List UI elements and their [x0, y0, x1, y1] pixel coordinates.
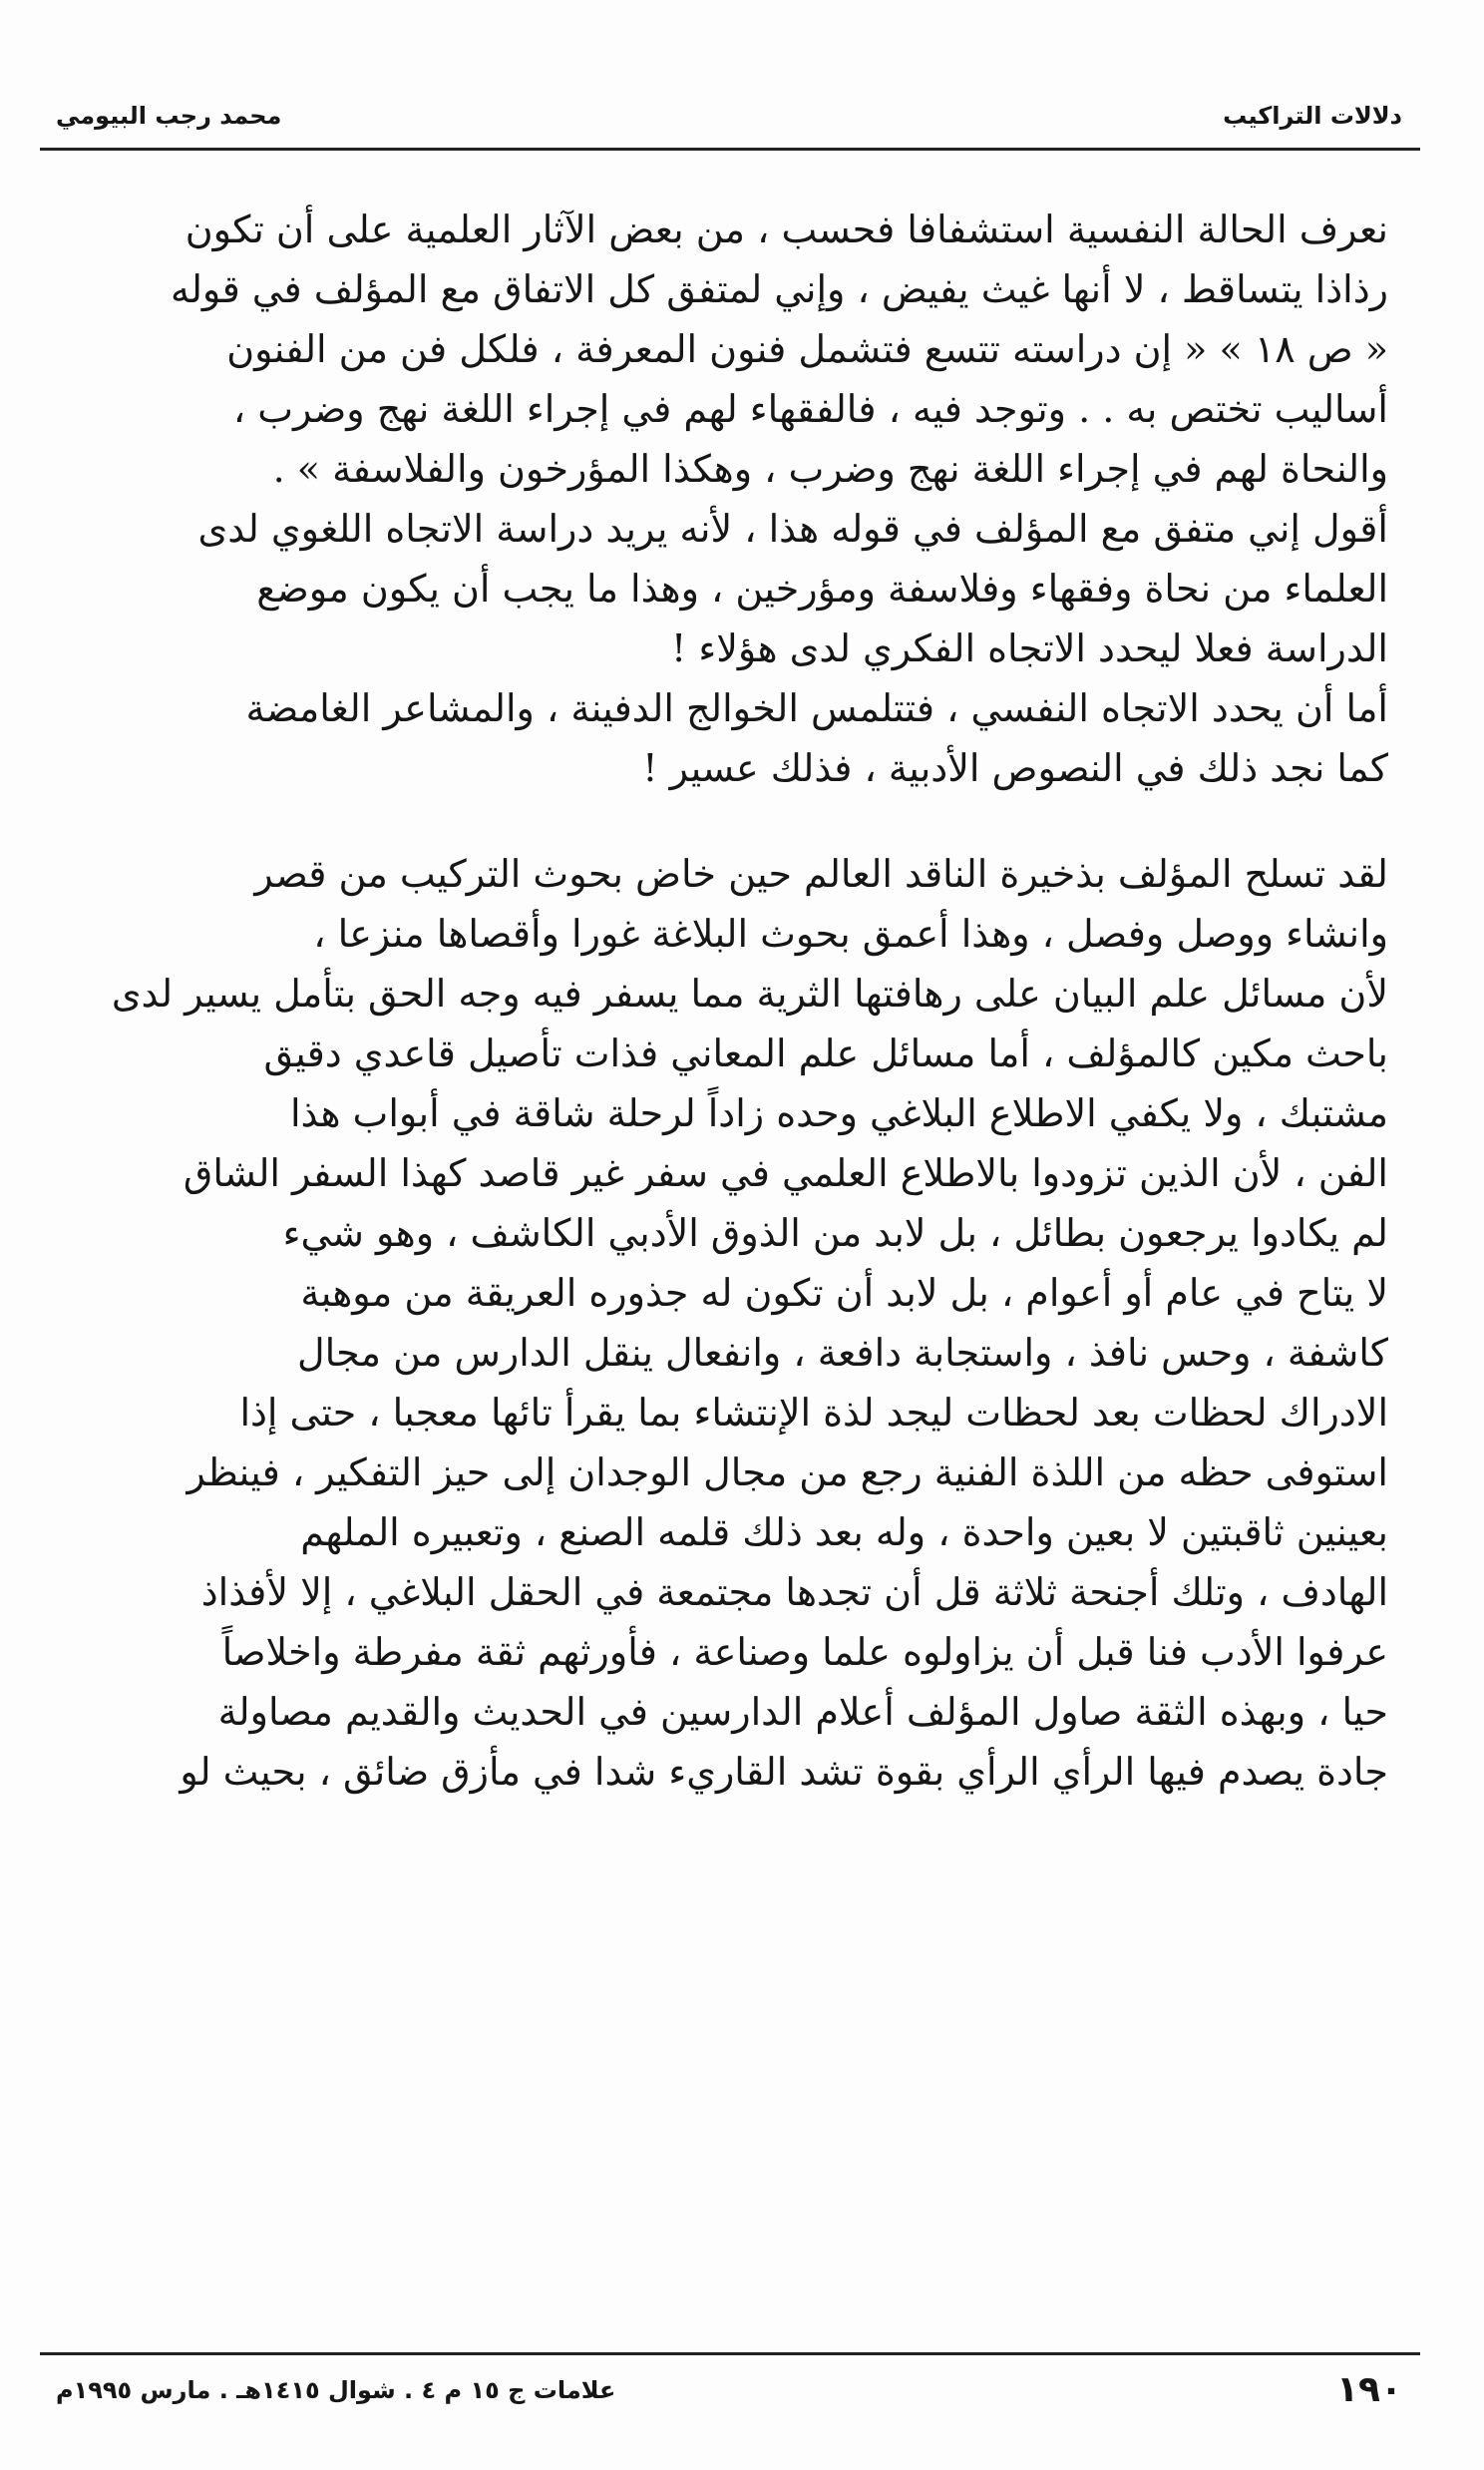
text-line: حيا ، وبهذه الثقة صاول المؤلف أعلام الدارسين في الحديث والقديم مصاولة [217, 1690, 1388, 1734]
text-line: باحث مكين كالمؤلف ، أما مسائل علم المعاني فذات تأصيل قاعدي دقيق [263, 1031, 1388, 1075]
text-line: رذاذا يتساقط ، لا أنها غيث يفيض ، وإني لمتفق كل الاتفاق مع المؤلف في قوله [170, 267, 1388, 311]
text-line: استوفى حظه من اللذة الفنية رجع من مجال الوجدان إلى حيز التفكير ، فينظر [186, 1450, 1388, 1494]
text-line: لأن مسائل علم البيان على رهافتها الثرية مما يسفر فيه وجه الحق بتأمل يسير لدى [111, 972, 1388, 1016]
text-line: أساليب تختص به . . وتوجد فيه ، فالفقهاء لهم في إجراء اللغة نهج وضرب ، [232, 387, 1388, 431]
header-rule [40, 148, 1420, 151]
text-line: مشتبك ، ولا يكفي الاطلاع البلاغي وحده زاداً لرحلة شاقة في أبواب هذا [289, 1091, 1388, 1135]
text-line: لا يتاح في عام أو أعوام ، بل لابد أن تكون له جذوره العريقة من موهبة [300, 1271, 1388, 1315]
text-line: « ص ١٨ » « إن دراسته تتسع فتشمل فنون المعرفة ، فلكل فن من الفنون [226, 327, 1388, 371]
text-line: بعينين ثاقبتين لا بعين واحدة ، وله بعد ذلك قلمه الصنع ، وتعبيره الملهم [300, 1510, 1388, 1554]
text-line: الادراك لحظات بعد لحظات ليجد لذة الإنتشاء بما يقرأ تائها معجبا ، حتى إذا [239, 1391, 1388, 1435]
text-line: العلماء من نحاة وفقهاء وفلاسفة ومؤرخين ، وهذا ما يجب أن يكون موضع [256, 567, 1388, 611]
text-line: كما نجد ذلك في النصوص الأدبية ، فذلك عسير ! [642, 746, 1388, 790]
text-line: الفن ، لأن الذين تزودوا بالاطلاع العلمي في سفر غير قاصد كهذا السفر الشاق [183, 1151, 1388, 1195]
journal-issue-info: علامات ج ١٥ م ٤ . شوال ١٤١٥هـ . مارس ١٩٩٥م [56, 2376, 616, 2404]
running-header-author: محمد رجب البيومي [56, 102, 282, 130]
text-line: والنحاة لهم في إجراء اللغة نهج وضرب ، وهكذا المؤرخون والفلاسفة » . [272, 447, 1388, 491]
text-line: أقول إني متفق مع المؤلف في قوله هذا ، لأنه يريد دراسة الاتجاه اللغوي لدى [197, 507, 1388, 551]
running-header-title: دلالات التراكيب [1223, 102, 1402, 130]
page-body [92, 200, 1388, 1802]
text-line: كاشفة ، وحس نافذ ، واستجابة دافعة ، وانفعال ينقل الدارس من مجال [296, 1331, 1388, 1375]
text-line: لم يكادوا يرجعون بطائل ، بل لابد من الذوق الأدبي الكاشف ، وهو شيء [282, 1211, 1388, 1255]
running-header [56, 96, 1402, 136]
text-line: الهادف ، وتلك أجنحة ثلاثة قل أن تجدها مجتمعة في الحقل البلاغي ، إلا لأفذاذ [200, 1570, 1388, 1614]
text-line: جادة يصدم فيها الرأي الرأي بقوة تشد القاريء شدا في مأزق ضائق ، بحيث لو [180, 1750, 1388, 1794]
text-line: نعرف الحالة النفسية استشفافا فحسب ، من بعض الآثار العلمية على أن تكون [185, 207, 1388, 251]
footer-rule [40, 2352, 1420, 2355]
page-footer [56, 2366, 1402, 2414]
text-line: لقد تسلح المؤلف بذخيرة الناقد العالم حين خاض بحوث التركيب من قصر [254, 852, 1388, 896]
text-line: الدراسة فعلا ليحدد الاتجاه الفكري لدى هؤلاء ! [671, 626, 1388, 670]
paragraph [92, 844, 1388, 1802]
page-number: ١٩٠ [1336, 2369, 1402, 2410]
paragraph [92, 678, 1388, 798]
paragraph-spacer [92, 798, 1388, 844]
text-line: عرفوا الأدب فنا قبل أن يزاولوه علما وصناعة ، فأورثهم ثقة مفرطة واخلاصاً [221, 1630, 1388, 1674]
paragraph [92, 200, 1388, 678]
text-line: أما أن يحدد الاتجاه النفسي ، فتتلمس الخوالج الدفينة ، والمشاعر الغامضة [245, 686, 1388, 730]
text-line: وانشاء ووصل وفصل ، وهذا أعمق بحوث البلاغة غورا وأقصاها منزعا ، [313, 912, 1388, 956]
